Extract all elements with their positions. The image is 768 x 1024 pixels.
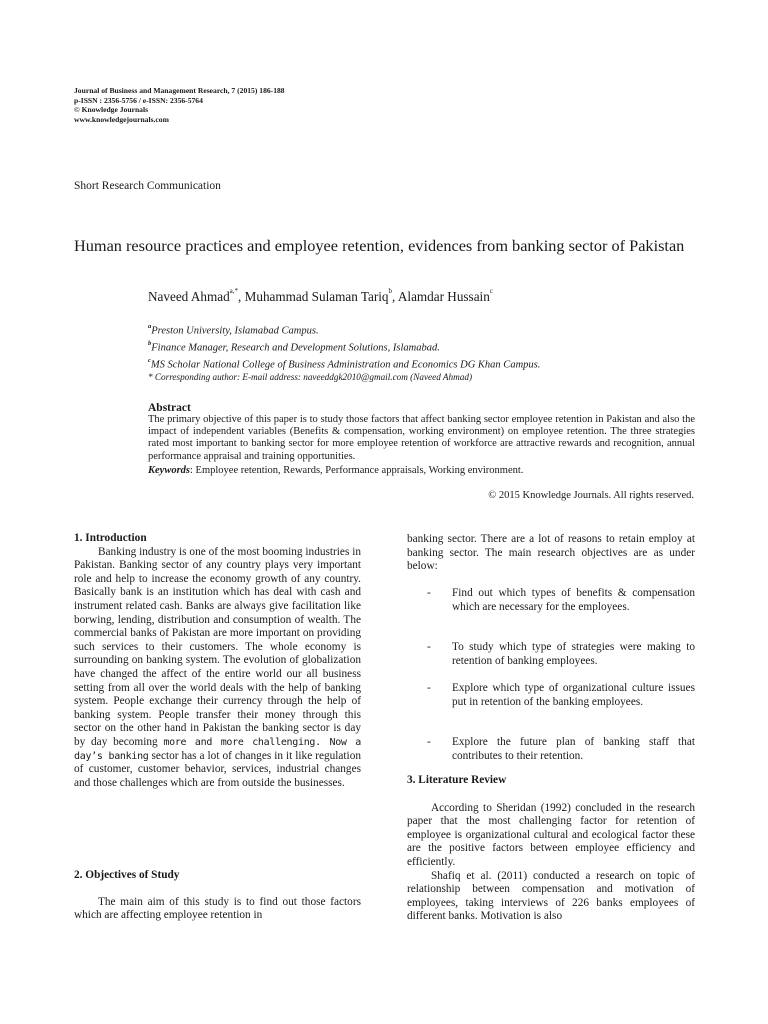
- list-item: [407, 736, 695, 763]
- corresponding-author: * Corresponding author: E-mail address: naveeddgk2010@gmail.com (Naveed Ahmad): [148, 372, 473, 383]
- section-heading: 3. Literature Review: [407, 774, 507, 786]
- list-item-text: Find out which types of benefits & compensation which are necessary for the employees.: [452, 587, 695, 613]
- paragraph: banking sector. There are a lot of reasons to retain employ at banking sector. The main research objectives are as under below:: [407, 533, 695, 573]
- section-introduction: [74, 532, 361, 790]
- affiliation-text: MS Scholar National College of Business Administration and Economics DG Khan Campus.: [150, 359, 541, 371]
- section-objectives: [74, 869, 361, 923]
- paragraph-text: Banking industry is one of the most booming industries in Pakistan. Banking sector of any country plays very important role and help to increase the economy growth of any country. Basically bank is an institution which has deal with cash and instrument related cash. Banks are always give facilitation like borwing, lending, distribution and consumption of wealth. The commercial banks of Pakistan are more important on providing such services to their customers. The whole economy is surrounding on banking system. The evolution of globalization have changed the affect of the entire world our all business setting from all over the world deals with the help of banking system. People exchange their currency through the help of banking system. People transfer their money through this sector on the other hand in Pakistan the banking sector is day by day becoming: [74, 545, 361, 748]
- list-item: [407, 587, 695, 614]
- objectives-intro: [407, 533, 695, 574]
- author-affiliation-mark: b: [388, 287, 392, 295]
- bullet-mark: -: [427, 736, 431, 748]
- journal-citation: Journal of Business and Management Research, 7 (2015) 186-188: [74, 86, 285, 95]
- affiliation-mark: c: [148, 356, 151, 364]
- article-type: Short Research Communication: [74, 180, 221, 192]
- list-item-text: Explore which type of organizational culture issues put in retention of the banking employees.: [452, 682, 695, 708]
- paragraph: [74, 546, 361, 791]
- affiliation-mark: a: [148, 323, 152, 330]
- section-heading: 1. Introduction: [74, 532, 147, 544]
- list-item: [407, 641, 695, 668]
- list-item-text: To study which type of strategies were making to retention of banking employees.: [452, 641, 695, 667]
- author-affiliation-mark: a,*: [229, 287, 239, 295]
- paragraph: Shafiq et al. (2011) conducted a research on topic of relationship between compensation and motivation of employees, taking interviews of 226 banks employees of different banks. Motivation is also: [407, 869, 695, 923]
- affiliation-line: [148, 321, 540, 338]
- author-name: Alamdar Hussain: [397, 289, 490, 304]
- affiliation-line: [148, 338, 540, 355]
- bullet-mark: -: [427, 587, 431, 599]
- rights-notice: © 2015 Knowledge Journals. All rights reserved.: [488, 490, 694, 501]
- paragraph-text-variant: more and more challenging. Now a day’s banking: [74, 736, 362, 762]
- journal-website[interactable]: www.knowledgejournals.com: [74, 114, 169, 124]
- author-separator: ,: [238, 289, 245, 304]
- bullet-mark: -: [427, 682, 431, 694]
- paragraph: The main aim of this study is to find out those factors which are affecting employee retention in: [74, 895, 361, 922]
- affiliation-text: Finance Manager, Research and Development Solutions, Islamabad.: [151, 342, 440, 354]
- keywords-text: : Employee retention, Rewards, Performance appraisals, Working environment.: [190, 465, 524, 476]
- bullet-mark: -: [427, 641, 431, 653]
- author-list: [148, 289, 493, 305]
- list-item: [407, 682, 695, 709]
- abstract-text: The primary objective of this paper is to study those factors that affect banking sector employee retention in Pakistan and also the impact of independent variables (Benefits & compensation, working environment) on employee retention. The three strategies rated most important to banking sector for more employee retention of workforce are attractive rewards and recognition, annual performance appraisal and training opportunities.: [148, 414, 695, 462]
- author-affiliation-mark: c: [489, 287, 493, 295]
- paper-title: Human resource practices and employee retention, evidences from banking sector of Pakistan: [74, 236, 685, 255]
- keywords-label: Keywords: [148, 465, 190, 476]
- author-name: Naveed Ahmad: [148, 289, 230, 304]
- section-literature-review: [407, 774, 695, 924]
- paragraph-text: sector has a lot of changes in it like regulation of customer, customer behavior, services, industrial changes and those challenges which are from outside the businesses.: [74, 749, 361, 789]
- affiliation-text: Preston University, Islamabad Campus.: [151, 325, 319, 337]
- author-separator: ,: [392, 289, 398, 304]
- list-item-text: Explore the future plan of banking staff that contributes to their retention.: [452, 736, 695, 762]
- affiliations: [148, 321, 540, 385]
- journal-copyright: © Knowledge Journals: [74, 105, 149, 114]
- journal-issn: p-ISSN : 2356-5756 / e-ISSN: 2356-5764: [74, 95, 203, 105]
- author-name: Muhammad Sulaman Tariq: [244, 289, 389, 304]
- abstract-heading: Abstract: [148, 402, 191, 414]
- paragraph: According to Sheridan (1992) concluded in the research paper that the most challenging factor for retention of employee is organizational cultural and ecological factor these are the positive factors between employee efficiency and efficiently.: [407, 801, 695, 868]
- journal-header: [74, 86, 285, 124]
- affiliation-line: [148, 355, 540, 372]
- keywords: [148, 465, 695, 477]
- affiliation-mark: b: [148, 339, 152, 347]
- section-heading: 2. Objectives of Study: [74, 869, 180, 881]
